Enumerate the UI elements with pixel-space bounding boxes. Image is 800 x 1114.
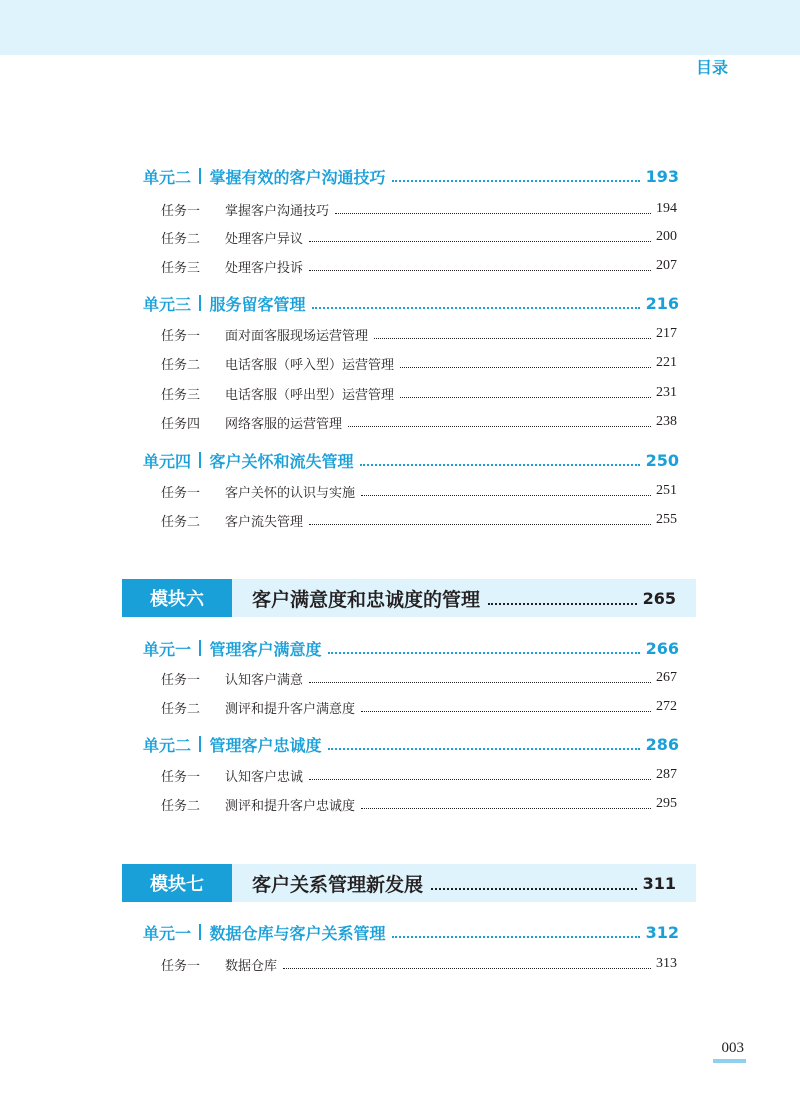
task-title: 处理客户异议 <box>225 231 304 247</box>
task-page-number: 272 <box>656 699 677 714</box>
task-code: 任务二 <box>161 514 201 530</box>
toc-unit-row[interactable] <box>143 635 679 661</box>
unit-title: 管理客户满意度 <box>209 639 322 659</box>
unit-title: 服务留客管理 <box>209 294 306 314</box>
task-page-number: 287 <box>656 767 677 782</box>
task-page-number: 295 <box>656 796 677 811</box>
task-title: 客户流失管理 <box>225 514 304 530</box>
task-code: 任务三 <box>161 387 201 403</box>
task-code: 任务三 <box>161 260 201 276</box>
toc-task-row[interactable] <box>161 480 677 502</box>
toc-module-row[interactable] <box>122 864 696 902</box>
task-page-number: 217 <box>656 326 677 341</box>
task-title: 测评和提升客户忠诚度 <box>225 798 356 814</box>
dot-leader <box>361 808 651 809</box>
task-code: 任务一 <box>161 958 201 974</box>
dot-leader <box>392 180 640 182</box>
task-title: 认知客户满意 <box>225 672 304 688</box>
dot-leader <box>309 682 651 683</box>
unit-separator <box>199 168 201 184</box>
module-page-number: 311 <box>642 873 676 893</box>
dot-leader <box>309 241 651 242</box>
task-title: 处理客户投诉 <box>225 260 304 276</box>
toc-task-row[interactable] <box>161 667 677 689</box>
unit-title: 掌握有效的客户沟通技巧 <box>209 167 386 187</box>
task-code: 任务二 <box>161 231 201 247</box>
unit-code: 单元二 <box>143 735 192 755</box>
task-code: 任务一 <box>161 485 201 501</box>
unit-code: 单元三 <box>143 294 192 314</box>
task-code: 任务二 <box>161 701 201 717</box>
task-code: 任务二 <box>161 798 201 814</box>
unit-code: 单元一 <box>143 923 192 943</box>
module-tag: 模块六 <box>122 579 232 617</box>
unit-code: 单元四 <box>143 451 192 471</box>
toc-module-row[interactable] <box>122 579 696 617</box>
dot-leader <box>488 603 637 605</box>
task-page-number: 200 <box>656 229 677 244</box>
module-title: 客户关系管理新发展 <box>252 873 424 896</box>
toc-task-row[interactable] <box>161 226 677 248</box>
toc-task-row[interactable] <box>161 411 677 433</box>
toc-unit-row[interactable] <box>143 447 679 473</box>
page-number-bar <box>713 1059 746 1063</box>
toc-task-row[interactable] <box>161 509 677 531</box>
unit-separator <box>199 924 201 940</box>
task-title: 电话客服（呼入型）运营管理 <box>225 357 395 373</box>
toc-task-row[interactable] <box>161 953 677 975</box>
dot-leader <box>360 464 640 466</box>
page-number: 003 <box>721 1040 744 1056</box>
unit-title: 数据仓库与客户关系管理 <box>209 923 386 943</box>
dot-leader <box>335 213 651 214</box>
dot-leader <box>309 779 651 780</box>
task-title: 电话客服（呼出型）运营管理 <box>225 387 395 403</box>
dot-leader <box>400 397 651 398</box>
unit-code: 单元一 <box>143 639 192 659</box>
unit-title: 管理客户忠诚度 <box>209 735 322 755</box>
task-title: 面对面客服现场运营管理 <box>225 328 369 344</box>
unit-separator <box>199 295 201 311</box>
unit-title: 客户关怀和流失管理 <box>209 451 354 471</box>
task-code: 任务四 <box>161 416 201 432</box>
toc-task-row[interactable] <box>161 255 677 277</box>
task-title: 测评和提升客户满意度 <box>225 701 356 717</box>
task-page-number: 267 <box>656 670 677 685</box>
task-page-number: 255 <box>656 512 677 527</box>
task-page-number: 231 <box>656 385 677 400</box>
task-page-number: 251 <box>656 483 677 498</box>
task-title: 客户关怀的认识与实施 <box>225 485 356 501</box>
task-page-number: 207 <box>656 258 677 273</box>
toc-task-row[interactable] <box>161 764 677 786</box>
task-title: 认知客户忠诚 <box>225 769 304 785</box>
unit-separator <box>199 452 201 468</box>
toc-task-row[interactable] <box>161 793 677 815</box>
unit-separator <box>199 640 201 656</box>
toc-task-row[interactable] <box>161 198 677 220</box>
dot-leader <box>361 495 651 496</box>
dot-leader <box>431 888 637 890</box>
section-label: 目录 <box>695 58 728 77</box>
task-code: 任务二 <box>161 357 201 373</box>
toc-task-row[interactable] <box>161 382 677 404</box>
toc-task-row[interactable] <box>161 696 677 718</box>
dot-leader <box>309 270 651 271</box>
dot-leader <box>283 968 651 969</box>
unit-code: 单元二 <box>143 167 192 187</box>
dot-leader <box>309 524 651 525</box>
dot-leader <box>328 652 640 654</box>
unit-separator <box>199 736 201 752</box>
dot-leader <box>328 748 640 750</box>
task-page-number: 194 <box>656 201 677 216</box>
module-title: 客户满意度和忠诚度的管理 <box>252 588 481 611</box>
top-band <box>0 0 800 55</box>
task-title: 掌握客户沟通技巧 <box>225 203 330 219</box>
toc-unit-row[interactable] <box>143 163 679 189</box>
task-code: 任务一 <box>161 769 201 785</box>
toc-task-row[interactable] <box>161 323 677 345</box>
task-title: 数据仓库 <box>225 958 278 974</box>
unit-page-number: 266 <box>645 638 679 658</box>
task-title: 网络客服的运营管理 <box>225 416 343 432</box>
toc-unit-row[interactable] <box>143 731 679 757</box>
module-tag: 模块七 <box>122 864 232 902</box>
task-code: 任务一 <box>161 672 201 688</box>
task-page-number: 221 <box>656 355 677 370</box>
toc-unit-row[interactable] <box>143 290 679 316</box>
dot-leader <box>361 711 651 712</box>
toc-unit-row[interactable] <box>143 919 679 945</box>
unit-page-number: 193 <box>645 166 679 186</box>
dot-leader <box>374 338 651 339</box>
dot-leader <box>400 367 651 368</box>
task-page-number: 313 <box>656 956 677 971</box>
module-page-number: 265 <box>642 588 676 608</box>
unit-page-number: 286 <box>645 734 679 754</box>
toc-task-row[interactable] <box>161 352 677 374</box>
unit-page-number: 312 <box>645 922 679 942</box>
dot-leader <box>348 426 651 427</box>
dot-leader <box>312 307 640 309</box>
unit-page-number: 216 <box>645 293 679 313</box>
unit-page-number: 250 <box>645 450 679 470</box>
task-code: 任务一 <box>161 328 201 344</box>
task-code: 任务一 <box>161 203 201 219</box>
dot-leader <box>392 936 640 938</box>
task-page-number: 238 <box>656 414 677 429</box>
